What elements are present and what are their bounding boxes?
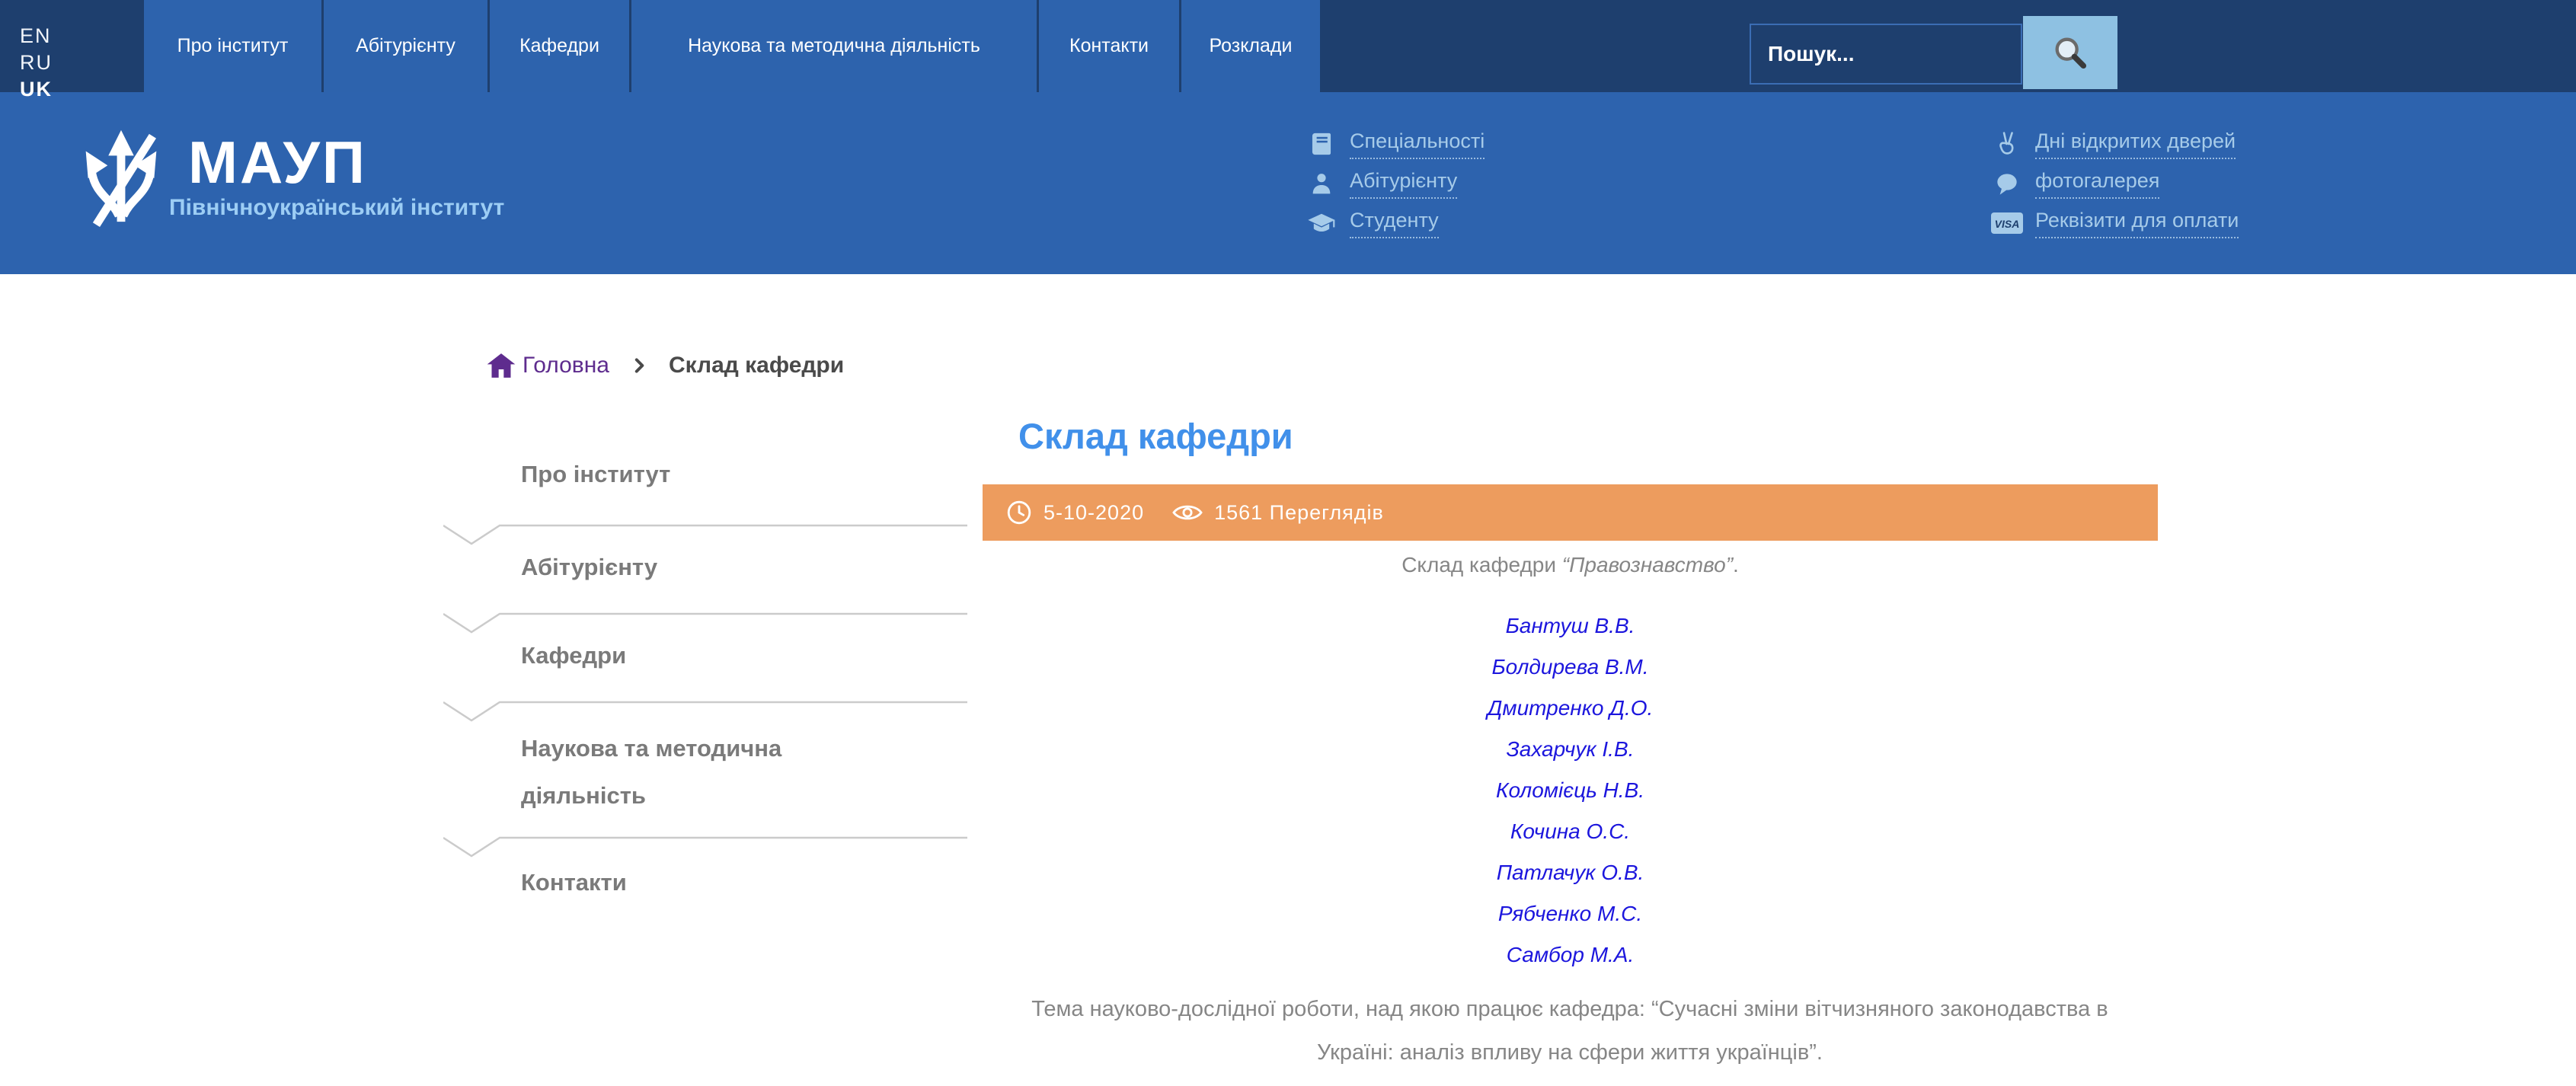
sidebar-item-applicant[interactable]: Абітурієнту (521, 554, 658, 580)
staff-name-link[interactable]: Бантуш В.В. (1505, 614, 1635, 637)
quicklink-photogallery (1990, 166, 2159, 201)
lang-ru[interactable]: RU (20, 51, 53, 74)
article-date: 5-10-2020 (1044, 500, 1145, 524)
main-menu (144, 0, 1322, 92)
sidebar-item-about[interactable]: Про інститут (521, 461, 671, 487)
search-icon (2050, 33, 2090, 72)
visa-icon (1990, 212, 2025, 235)
quicklink-applicant (1304, 166, 1457, 201)
intro-line (983, 553, 2158, 577)
top-bar (0, 0, 2576, 101)
intro-suffix: . (1733, 553, 1739, 577)
quicklink-student (1304, 206, 1439, 241)
home-icon (486, 350, 516, 381)
page-title: Склад кафедри (1018, 416, 1293, 456)
clock-icon (1005, 499, 1033, 526)
quicklink-payment-label[interactable]: Реквізити для оплати (2035, 209, 2239, 238)
menu-item-contacts[interactable]: Контакти (1039, 0, 1179, 92)
menu-item-science[interactable]: Наукова та методична діяльність (631, 0, 1037, 92)
maup-trident-logo-icon[interactable] (61, 124, 181, 231)
quicklink-photogallery-label[interactable]: фотогалерея (2035, 169, 2159, 199)
breadcrumb-current: Склад кафедри (668, 353, 845, 378)
book-icon (1304, 131, 1339, 157)
language-switcher (20, 23, 53, 103)
breadcrumb (486, 347, 844, 384)
quicklink-specialties (1304, 126, 1485, 161)
quicklink-specialties-label[interactable]: Спеціальності (1350, 129, 1485, 159)
staff-name-link[interactable]: Дмитренко Д.О. (1487, 696, 1654, 720)
staff-name-link[interactable]: Патлачук О.В. (1496, 861, 1644, 884)
menu-item-departments[interactable]: Кафедри (490, 0, 629, 92)
menu-item-schedules[interactable]: Розклади (1181, 0, 1320, 92)
victory-hand-icon (1990, 131, 2025, 157)
eye-icon (1171, 499, 1203, 526)
lang-uk[interactable]: UK (20, 78, 53, 101)
quicklink-applicant-label[interactable]: Абітурієнту (1350, 169, 1457, 199)
staff-name-link[interactable]: Самбор М.А. (1506, 943, 1635, 966)
research-topic-text: Тема науково-дослідної роботи, над якою працює кафедра: “Сучасні зміни вітчизняного законодавства в Україні: аналіз впливу на сфери життя українців”. (1031, 997, 2108, 1065)
staff-name-list (983, 605, 2158, 976)
search-input[interactable] (1750, 24, 2022, 85)
graduation-cap-icon (1304, 210, 1339, 236)
sidebar-item-science[interactable]: Наукова та методична діяльність (521, 735, 782, 809)
chevron-right-icon (629, 356, 649, 375)
sidebar-separator (443, 701, 967, 723)
quicklink-open-days (1990, 126, 2236, 161)
sidebar-separator (443, 836, 967, 859)
quicklink-payment (1990, 206, 2239, 241)
staff-name-link[interactable]: Рябченко М.С. (1497, 902, 1643, 925)
speech-bubble-icon (1990, 171, 2025, 196)
staff-name-link[interactable]: Болдирева В.М. (1491, 655, 1649, 679)
breadcrumb-home-link[interactable] (486, 350, 609, 381)
person-icon (1304, 171, 1339, 196)
breadcrumb-home-label: Головна (523, 353, 609, 378)
menu-item-about[interactable]: Про інститут (144, 0, 321, 92)
logo-acronym[interactable]: МАУП (188, 129, 367, 196)
staff-name-link[interactable]: Кочина О.С. (1510, 819, 1631, 843)
staff-name-link[interactable]: Коломієць Н.В. (1495, 778, 1645, 802)
lang-en[interactable]: EN (20, 24, 52, 47)
staff-name-link[interactable]: Захарчук І.В. (1506, 737, 1635, 761)
quicklink-student-label[interactable]: Студенту (1350, 209, 1439, 238)
search-button[interactable] (2023, 16, 2117, 89)
article-meta-bar (983, 484, 2158, 541)
quicklink-open-days-label[interactable]: Дні відкритих дверей (2035, 129, 2236, 159)
sidebar-item-departments[interactable]: Кафедри (521, 642, 627, 669)
article-views: 1561 Переглядів (1214, 500, 1384, 524)
logo-subtitle: Північноукраїнський інститут (169, 195, 505, 220)
intro-emphasis: “Правознавство” (1561, 553, 1734, 577)
intro-prefix: Склад кафедри (1401, 553, 1562, 577)
site-header (0, 92, 2576, 274)
svg-text:VISA: VISA (1994, 218, 2020, 230)
sidebar-item-contacts[interactable]: Контакти (521, 869, 627, 896)
menu-item-applicant[interactable]: Абітурієнту (324, 0, 487, 92)
